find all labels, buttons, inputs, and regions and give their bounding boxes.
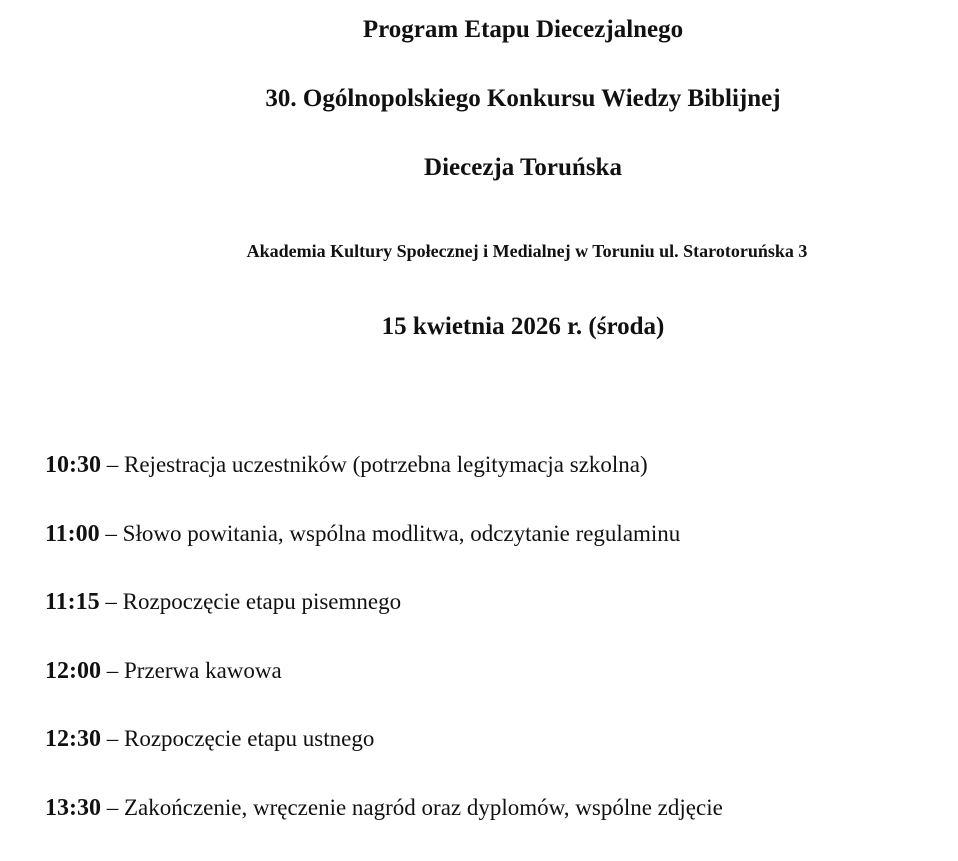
schedule-description: – Rozpoczęcie etapu ustnego [101,726,374,751]
schedule-time: 13:30 [45,795,101,821]
schedule-time: 11:00 [45,521,100,547]
event-date: 15 kwietnia 2026 r. (środa) [44,313,958,341]
schedule-item [45,793,935,861]
venue-address: Akademia Kultury Społecznej i Medialnej w Toruniu ul. Starotoruńska 3 [48,241,958,262]
schedule-time: 12:30 [45,726,101,752]
schedule-time: 12:00 [45,658,101,684]
schedule-description: – Rejestracja uczestników (potrzebna legitymacja szkolna) [101,452,648,477]
contest-name: 30. Ogólnopolskiego Konkursu Wiedzy Biblijnej [44,85,958,113]
schedule-item [45,519,935,588]
schedule-item [45,587,935,656]
schedule-item [45,656,935,725]
schedule-item [45,724,935,793]
diocese-name: Diecezja Toruńska [44,154,958,182]
schedule-time: 11:15 [45,589,100,615]
schedule-list [45,450,935,861]
schedule-description: – Przerwa kawowa [101,658,282,683]
schedule-description: – Rozpoczęcie etapu pisemnego [100,589,401,614]
document-title: Program Etapu Diecezjalnego [44,16,958,44]
schedule-description: – Zakończenie, wręczenie nagród oraz dyplomów, wspólne zdjęcie [101,795,723,820]
schedule-item [45,450,935,519]
schedule-description: – Słowo powitania, wspólna modlitwa, odczytanie regulaminu [100,521,681,546]
schedule-time: 10:30 [45,452,101,478]
